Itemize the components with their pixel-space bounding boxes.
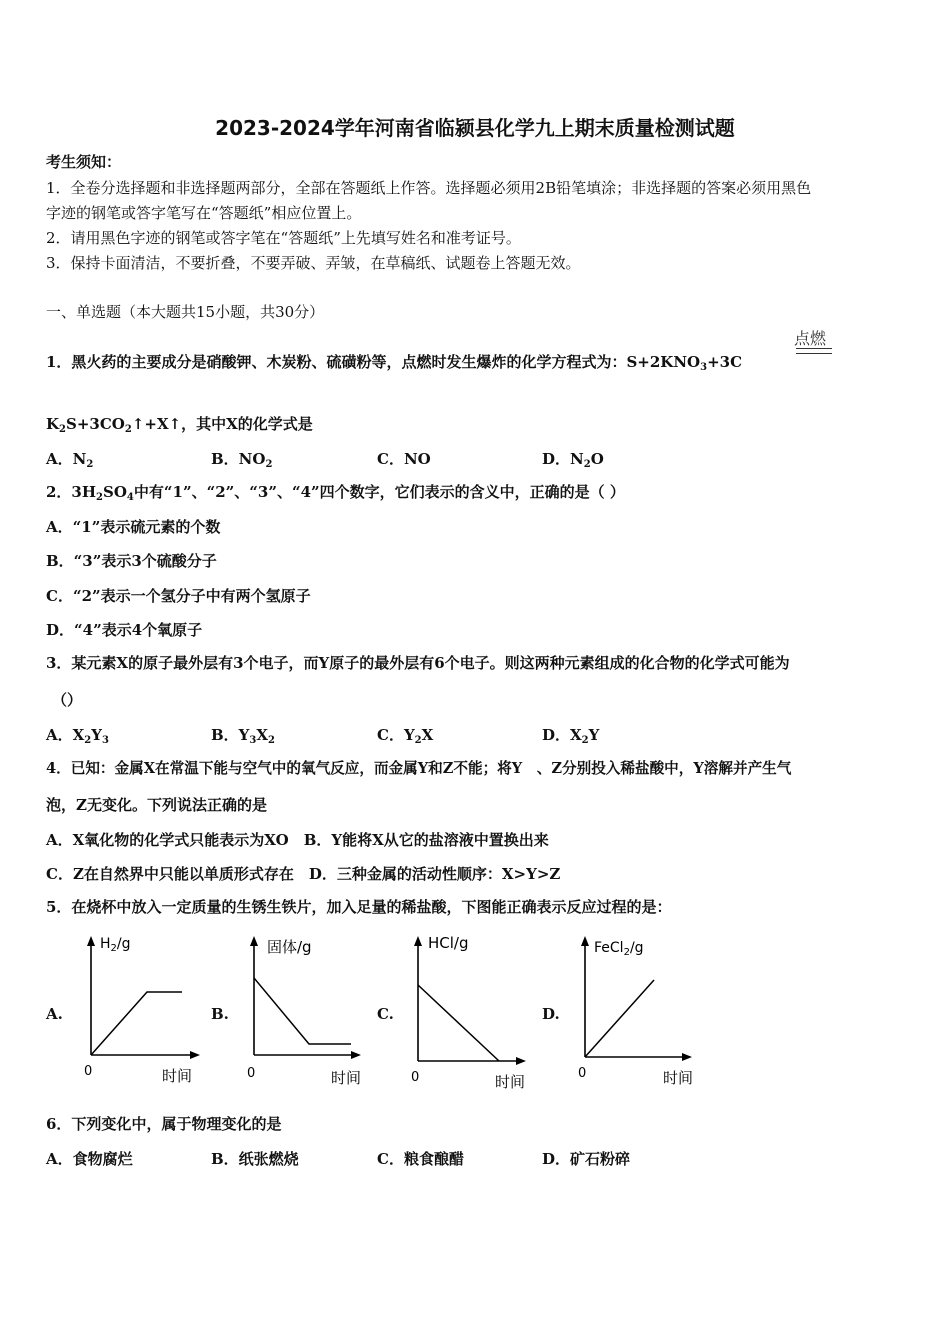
q6-option-d[interactable]: D．矿石粉碎: [542, 1150, 631, 1168]
q2-option-a[interactable]: A．“1”表示硫元素的个数: [46, 518, 221, 536]
graph-c-xlabel: 时间: [495, 1073, 526, 1090]
q3-option-b[interactable]: B．$Y_3X_2$: [211, 726, 275, 746]
graph-c: [400, 928, 550, 1090]
notice-line-3: 2．请用黑色字迹的钢笔或答字笔在“答题纸”上先填写姓名和准考证号。: [46, 229, 521, 247]
graph-c-y-arrow: [414, 936, 422, 946]
page-title: 2023-2024学年河南省临颍县化学九上期末质量检测试题: [215, 116, 735, 140]
graph-a-origin: 0: [84, 1064, 93, 1079]
q3-option-a[interactable]: A．$X_2Y_3$: [46, 726, 109, 746]
section-heading: 一、单选题（本大题共15小题，共30分）: [46, 303, 325, 321]
graph-c-curve: [418, 985, 499, 1061]
q1-option-b[interactable]: B．$NO_2$: [211, 450, 273, 470]
graph-b-y-arrow: [250, 936, 258, 946]
q1-option-d[interactable]: D．$N_2O$: [542, 450, 604, 470]
question-2-stem: 2．$3H_2SO_4$中有“1”、“2”、“3”、“4”四个数字，它们表示的含义中，正确的是（ ）: [46, 483, 625, 503]
q6-option-c[interactable]: C．粮食酿醋: [377, 1150, 464, 1168]
graph-b-origin: 0: [247, 1066, 256, 1081]
graph-c-x-arrow: [516, 1057, 526, 1065]
graph-c-origin: 0: [411, 1070, 420, 1085]
graph-a-xlabel: 时间: [162, 1067, 193, 1085]
notice-line-4: 3．保持卡面清洁，不要折叠，不要弄破、弄皱，在草稿纸、试题卷上答题无效。: [46, 254, 581, 272]
q2-option-c[interactable]: C．“2”表示一个氢分子中有两个氢原子: [46, 587, 311, 605]
q5-option-b[interactable]: B.: [211, 1005, 229, 1023]
question-3-stem: 3．某元素X的原子最外层有3个电子，而Y原子的最外层有6个电子。则这两种元素组成的化合物的化学式可能为: [46, 654, 790, 672]
graph-b-x-arrow: [351, 1051, 361, 1059]
graph-d-origin: 0: [578, 1066, 587, 1081]
question-3-paren: （）: [52, 691, 83, 709]
graph-a-x-arrow: [190, 1051, 200, 1059]
graph-d-curve: [585, 980, 654, 1057]
q5-option-c[interactable]: C.: [377, 1005, 394, 1023]
graph-d: [566, 928, 716, 1090]
q3-option-c[interactable]: C．$Y_2X$: [377, 726, 434, 746]
question-1-stem: 1．黑火药的主要成分是硝酸钾、木炭粉、硫磺粉等，点燃时发生爆炸的化学方程式为：$S+2KNO_3+3C$: [46, 353, 743, 373]
q6-option-a[interactable]: A．食物腐烂: [46, 1150, 133, 1168]
graph-b-curve: [254, 978, 351, 1044]
graph-d-y-arrow: [581, 936, 589, 946]
q2-option-b[interactable]: B．“3”表示3个硫酸分子: [46, 552, 217, 570]
q1-option-c[interactable]: C．NO: [377, 450, 431, 468]
graph-d-x-arrow: [682, 1053, 692, 1061]
q4-options-ab[interactable]: A．X氧化物的化学式只能表示为XO B．Y能将X从它的盐溶液中置换出来: [46, 831, 549, 849]
equation-arrow: [796, 348, 832, 354]
graph-a-ylabel: $H_2/g$: [100, 936, 131, 954]
q1-option-a[interactable]: A．$N_2$: [46, 450, 94, 470]
graph-a-y-arrow: [87, 936, 95, 946]
question-4-stem-2: 泡，Z无变化。下列说法正确的是: [46, 796, 267, 814]
reaction-condition: 点燃: [794, 329, 827, 348]
q5-option-a[interactable]: A.: [46, 1005, 63, 1023]
q6-option-b[interactable]: B．纸张燃烧: [211, 1150, 299, 1168]
graph-b-ylabel: 固体/g: [267, 938, 312, 956]
graph-c-ylabel: HCl/g: [428, 934, 469, 952]
q4-options-cd[interactable]: C．Z在自然界中只能以单质形式存在 D．三种金属的活动性顺序：X>Y>Z: [46, 865, 561, 883]
question-6-stem: 6．下列变化中，属于物理变化的是: [46, 1115, 282, 1133]
q3-option-d[interactable]: D．$X_2Y$: [542, 726, 600, 746]
graph-b: [235, 928, 385, 1090]
notice-line-2: 字迹的钢笔或答字笔写在“答题纸”相应位置上。: [46, 204, 362, 222]
graph-a-curve: [91, 992, 182, 1055]
question-5-stem: 5．在烧杯中放入一定质量的生锈生铁片，加入足量的稀盐酸，下图能正确表示反应过程的是：: [46, 898, 672, 916]
graph-b-xlabel: 时间: [331, 1069, 362, 1087]
q5-option-d[interactable]: D.: [542, 1005, 560, 1023]
graph-d-xlabel: 时间: [663, 1069, 694, 1087]
q2-option-d[interactable]: D．“4”表示4个氧原子: [46, 621, 203, 639]
notice-line-1: 1．全卷分选择题和非选择题两部分，全部在答题纸上作答。选择题必须用2B铅笔填涂；非选择题的答案必须用黑色: [46, 179, 812, 197]
question-1-products: $K_2S+3CO_2↑+X↑$，其中X的化学式是: [46, 415, 313, 435]
graph-d-ylabel: FeCl$_2$/g: [594, 940, 644, 958]
notice-heading: 考生须知：: [46, 153, 122, 171]
graph-a: [70, 928, 220, 1090]
question-4-stem-1: 4．已知：金属X在常温下能与空气中的氧气反应，而金属Y和Z不能；将Y 、Z分别投入稀盐酸中，Y溶解并产生气: [46, 760, 792, 777]
